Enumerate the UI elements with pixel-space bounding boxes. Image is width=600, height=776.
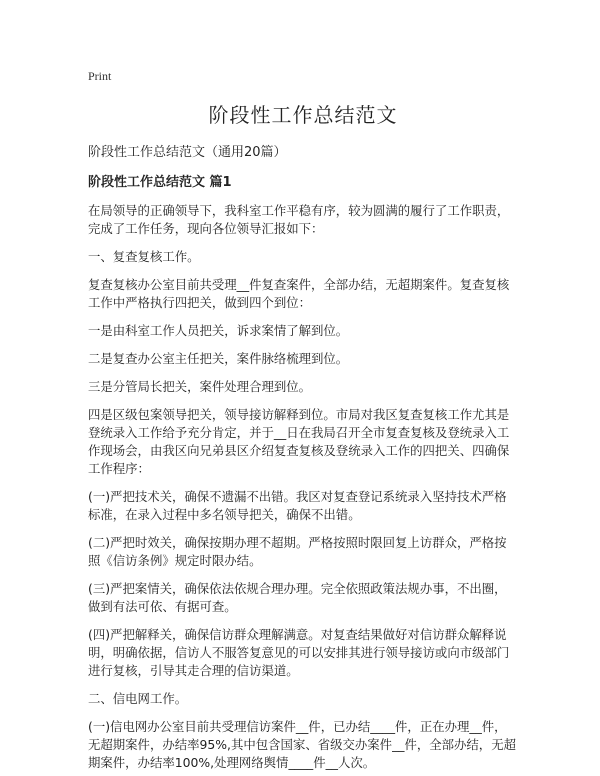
paragraph-check-2: 二是复查办公室主任把关，案件脉络梳理到位。 — [88, 351, 349, 366]
paragraph-item-3: (三)严把案情关，确保依法依规合理办理。完全依照政策法规办事，不出圈，做到有法可依、有据可查。 — [88, 581, 507, 614]
paragraph-heading-review: 一、复查复核工作。 — [88, 249, 200, 264]
paragraph-heading-network: 二、信电网工作。 — [88, 691, 188, 706]
paragraph-review-summary: 复查复核办公室目前共受理__件复查案件，全部办结，无超期案件。复查复核工作中严格执行四把关，做到四个到位： — [88, 277, 510, 310]
section-heading: 阶段性工作总结范文 篇1 — [88, 175, 232, 190]
document-title: 阶段性工作总结范文 — [208, 103, 398, 127]
document-subtitle: 阶段性工作总结范文（通用20篇） — [88, 145, 287, 160]
paragraph-item-4: (四)严把解释关，确保信访群众理解满意。对复查结果做好对信访群众解释说明，明确依据，信访人不服答复意见的可以安排其进行领导接访或向市级部门进行复核，引导其走合理的信访渠道。 — [88, 627, 510, 678]
paragraph-item-2: (二)严把时效关，确保按期办理不超期。严格按照时限回复上访群众，严格按照《信访条例》规定时限办结。 — [88, 535, 507, 568]
paragraph-network-summary: (一)信电网办公室目前共受理信访案件__件，已办结____件，正在办理__件，无超期案件，办结率95%,其中包含国家、省级交办案件__件，全部办结，无超期案件，办结率100%,处理网络舆情____件__人次。 — [88, 719, 516, 770]
paragraph-check-4: 四是区级包案领导把关，领导接访解释到位。市局对我区复查复核工作尤其是登统录入工作给予充分肯定，并于__日在我局召开全市复查复核及登统录入工作现场会，由我区向兄弟县区介绍复查复核及登统录入工作的四把关、四确保工作程序： — [88, 407, 510, 476]
paragraph-check-1: 一是由科室工作人员把关，诉求案情了解到位。 — [88, 323, 349, 338]
paragraph-item-1: (一)严把技术关，确保不遗漏不出错。我区对复查登记系统录入坚持技术严格标准，在录入过程中多名领导把关，确保不出错。 — [88, 489, 507, 522]
print-link[interactable]: Print — [88, 69, 112, 83]
paragraph-intro: 在局领导的正确领导下，我科室工作平稳有序，较为圆满的履行了工作职责，完成了工作任务，现向各位领导汇报如下： — [88, 203, 510, 236]
paragraph-check-3: 三是分管局长把关，案件处理合理到位。 — [88, 379, 312, 394]
